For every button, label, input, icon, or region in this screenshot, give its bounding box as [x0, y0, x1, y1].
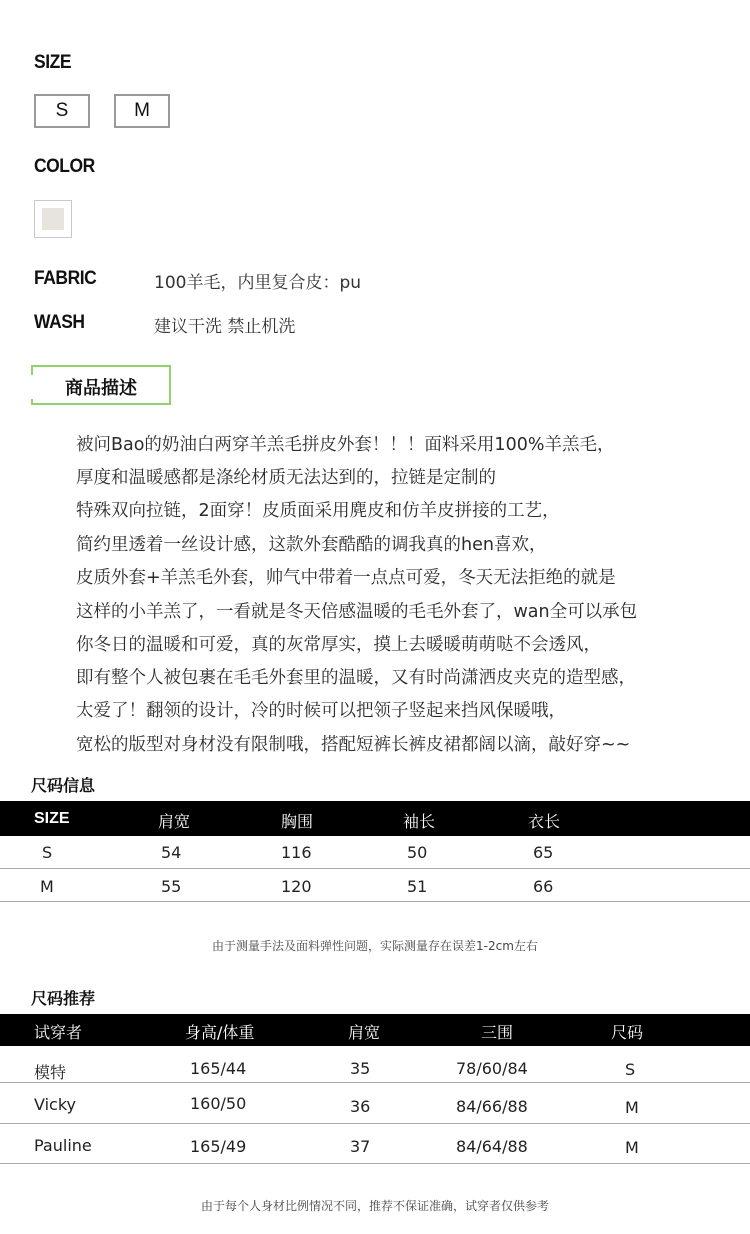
- table-cell: 模特: [34, 1063, 67, 1082]
- description-line: 特殊双向拉链，2面穿！皮质面采用麂皮和仿羊皮拼接的工艺，: [76, 501, 560, 521]
- table-cell: 116: [281, 843, 312, 862]
- description-line: 即有整个人被包裹在毛毛外套里的温暖，又有时尚潇洒皮夹克的造型感，: [76, 668, 636, 688]
- description-line: 太爱了！翻领的设计，冷的时候可以把领子竖起来挡风保暖哦，: [76, 701, 566, 721]
- description-line: 被问Bao的奶油白两穿羊羔毛拼皮外套！！！面料采用100%羊羔毛，: [76, 435, 615, 455]
- table-cell: 78/60/84: [456, 1059, 528, 1078]
- product-description-tab[interactable]: [31, 365, 171, 405]
- description-line: 宽松的版型对身材没有限制哦，搭配短裤长裤皮裙都阔以滴，敲好穿~~: [76, 735, 631, 755]
- table-cell: 65: [533, 843, 554, 862]
- size-rec-header: [0, 1014, 750, 1046]
- description-line: 这样的小羊羔了，一看就是冬天倍感温暖的毛毛外套了，wan全可以承包: [76, 602, 638, 622]
- row-divider: [0, 901, 750, 902]
- header-cell: 衣长: [528, 812, 561, 831]
- table-cell: 37: [350, 1137, 371, 1156]
- table-cell: S: [625, 1060, 636, 1079]
- row-divider: [0, 1163, 750, 1164]
- size-rec-title: 尺码推荐: [31, 989, 96, 1008]
- table-cell: 51: [407, 877, 428, 896]
- table-cell: M: [625, 1138, 639, 1157]
- wash-value: 建议干洗 禁止机洗: [154, 317, 296, 337]
- table-cell: Vicky: [34, 1095, 76, 1114]
- description-line: 你冬日的温暖和可爱，真的灰常厚实，摸上去暖暖萌萌哒不会透风，: [76, 635, 601, 655]
- row-divider: [0, 868, 750, 869]
- table-cell: S: [42, 843, 53, 862]
- table-cell: 36: [350, 1097, 371, 1116]
- header-cell: SIZE: [34, 810, 70, 827]
- header-cell: 身高/体重: [185, 1023, 255, 1042]
- header-cell: 试穿者: [34, 1023, 83, 1042]
- table-cell: 66: [533, 877, 554, 896]
- table-cell: 84/64/88: [456, 1137, 528, 1156]
- header-cell: 肩宽: [348, 1023, 381, 1042]
- table-cell: 55: [161, 877, 182, 896]
- table-cell: M: [625, 1098, 639, 1117]
- table-cell: 54: [161, 843, 182, 862]
- color-swatch[interactable]: [34, 200, 72, 238]
- row-divider: [0, 1123, 750, 1124]
- size-info-header: [0, 801, 750, 836]
- color-heading: COLOR: [34, 156, 95, 177]
- fabric-label: FABRIC: [34, 268, 97, 289]
- tab-label: 商品描述: [65, 378, 137, 399]
- fabric-value: 100羊毛，内里复合皮：pu: [154, 273, 362, 293]
- header-cell: 尺码: [611, 1023, 644, 1042]
- table-cell: 120: [281, 877, 312, 896]
- description-line: 皮质外套+羊羔毛外套，帅气中带着一点点可爱，冬天无法拒绝的就是: [76, 568, 616, 588]
- size-option-s[interactable]: S: [34, 94, 90, 128]
- header-cell: 肩宽: [158, 812, 191, 831]
- table-cell: 165/49: [190, 1137, 247, 1156]
- table-cell: 84/66/88: [456, 1097, 528, 1116]
- header-cell: 胸围: [281, 812, 314, 831]
- header-cell: 三围: [481, 1023, 514, 1042]
- table-cell: 50: [407, 843, 428, 862]
- table-cell: Pauline: [34, 1136, 92, 1155]
- color-swatch-fill: [42, 208, 64, 230]
- table-cell: 160/50: [190, 1094, 247, 1113]
- size-info-title: 尺码信息: [31, 776, 96, 795]
- size-rec-note: 由于每个人身材比例情况不同，推荐不保证准确，试穿者仅供参考: [200, 1199, 549, 1213]
- table-cell: 35: [350, 1059, 371, 1078]
- wash-label: WASH: [34, 312, 85, 333]
- size-info-note: 由于测量手法及面料弹性问题，实际测量存在误差1-2cm左右: [212, 939, 538, 953]
- description-line: 厚度和温暖感都是涤纶材质无法达到的，拉链是定制的: [76, 468, 496, 488]
- size-heading: SIZE: [34, 52, 72, 73]
- header-cell: 袖长: [403, 812, 436, 831]
- description-line: 简约里透着一丝设计感，这款外套酷酷的调我真的hen喜欢，: [76, 535, 547, 555]
- table-cell: M: [40, 877, 54, 896]
- size-option-m[interactable]: M: [114, 94, 170, 128]
- row-divider: [0, 1082, 750, 1083]
- table-cell: 165/44: [190, 1059, 247, 1078]
